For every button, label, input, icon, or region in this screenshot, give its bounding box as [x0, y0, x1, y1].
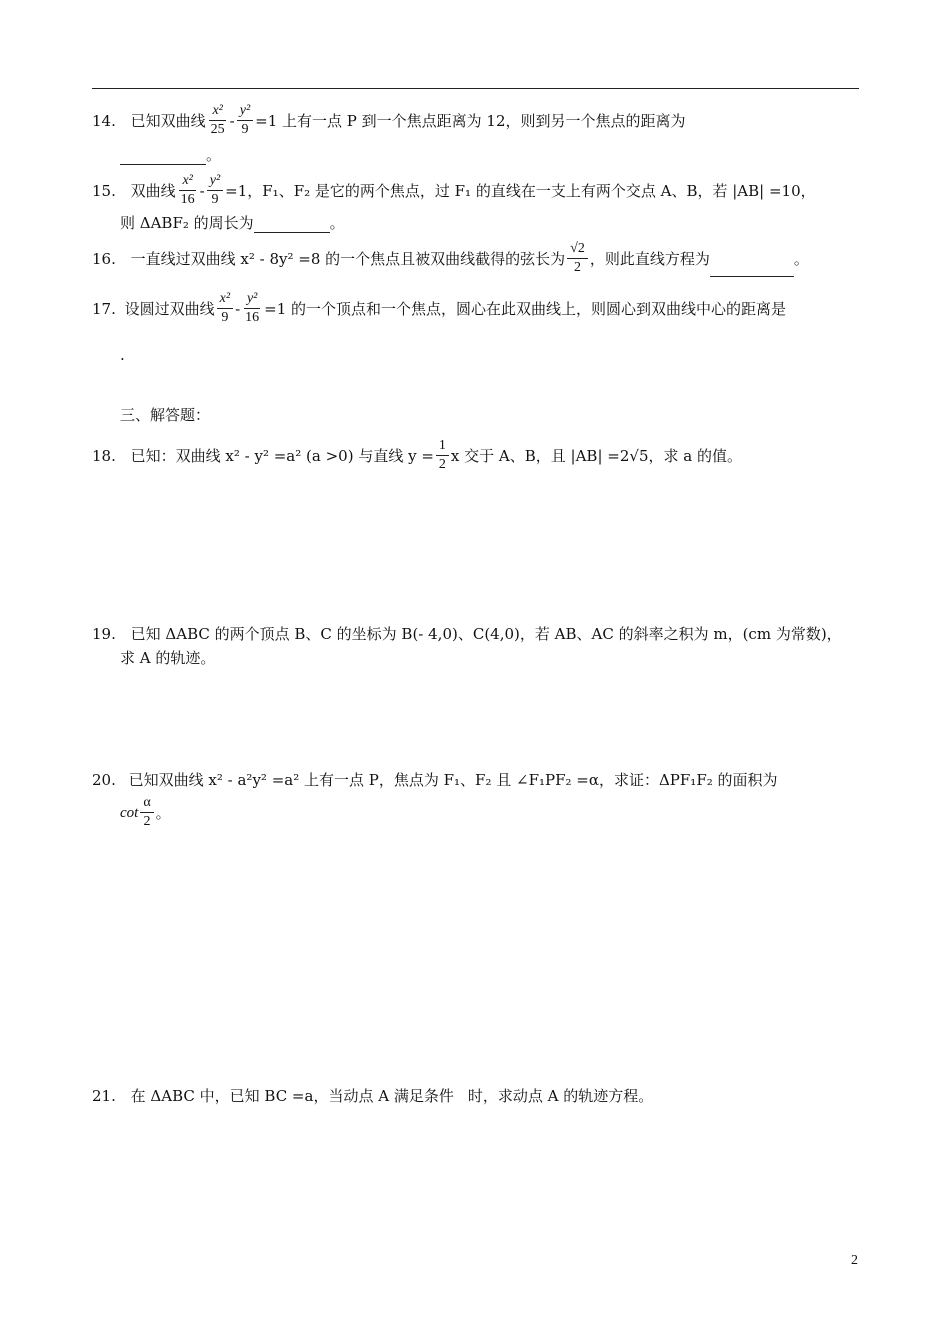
fraction: $\frac{\text{y²}}{9}$	[207, 172, 223, 209]
question-text: 则 ΔABF₂ 的周长为	[120, 214, 254, 232]
question-number: 14.	[92, 111, 116, 130]
question-number: 19.	[92, 625, 116, 643]
fraction: $\frac{1}{2}$	[436, 437, 449, 474]
question-text: =1 上有一点 P 到一个焦点距离为 12，则到另一个焦点的距离为	[255, 111, 686, 130]
fraction: $\frac{\text{x²}}{9}$	[217, 290, 233, 327]
question-15-cont: 则 ΔABF₂ 的周长为 。	[120, 214, 345, 232]
fraction: $\frac{\text{x²}}{16}$	[180, 173, 195, 207]
header-rule	[92, 88, 859, 89]
question-number: 15.	[92, 181, 116, 200]
question-number: 20.	[92, 771, 116, 789]
question-18	[92, 437, 742, 474]
fraction: $\frac{\text{y²}}{9}$	[237, 102, 253, 139]
question-text: x 交于 A、B，且 |AB| =2√5，求 a 的值。	[450, 446, 742, 465]
question-number: 21.	[92, 1087, 116, 1105]
question-17: 17. 设圆过双曲线 $\frac{\text{x²}}{9}$ - $\frac{\text{y²}}{16}$ =1 的一个顶点和一个焦点，圆心在此双曲线上，则圆心到双曲线中心的距离是	[92, 291, 787, 325]
question-text: 已知双曲线 x² - a²y² =a² 上有一点 P，焦点为 F₁、F₂ 且 ∠F₁PF₂ =α，求证：ΔPF₁F₂ 的面积为	[128, 771, 778, 789]
question-text: 时，求动点 A 的轨迹方程。	[467, 1087, 654, 1105]
question-text: =1，F₁、F₂ 是它的两个焦点，过 F₁ 的直线在一支上有两个交点 A、B，若 |AB| =10，	[225, 181, 816, 200]
fraction: $\frac{\alpha}{2}$	[140, 794, 153, 831]
question-20-cont: cot $\frac{\alpha}{2}$ 。	[120, 795, 171, 829]
question-14: 14. 已知双曲线 $\frac{\text{x²}}{25}$ - $\frac{\text{y²}}{9}$ =1 上有一点 P 到一个焦点距离为 12，则到另一个焦点的距离为	[92, 103, 686, 137]
question-19	[92, 624, 842, 644]
question-text: 已知双曲线	[130, 111, 206, 130]
question-text: 已知 ΔABC 的两个顶点 B、C 的坐标为 B(- 4,0)、C(4,0)，若 AB、AC 的斜率之积为 m，(cm 为常数)，	[130, 625, 842, 643]
question-text: ，则此直线方程为	[589, 249, 710, 268]
answer-blank	[710, 260, 794, 277]
question-21	[92, 1086, 653, 1106]
page-number: 2	[851, 1253, 858, 1268]
question-text: 已知：双曲线 x² - y² =a² (a >0) 与直线 y =	[130, 446, 434, 465]
fraction: $\frac{\text{y²}}{16}$	[245, 291, 260, 325]
question-number: 18.	[92, 446, 116, 465]
question-text: =1 的一个顶点和一个焦点，圆心在此双曲线上，则圆心到双曲线中心的距离是	[264, 299, 787, 318]
question-20	[92, 770, 778, 790]
answer-blank	[254, 216, 330, 233]
fraction: $\frac{√2}{2}$	[567, 240, 588, 277]
fraction: $\frac{\text{x²}}{25}$	[210, 103, 225, 137]
question-text: 双曲线	[130, 181, 176, 200]
question-number: 17.	[92, 299, 116, 318]
question-16: 16. 一直线过双曲线 x² - 8y² =8 的一个焦点且被双曲线截得的弦长为 $\frac{√2}{2}$ ，则此直线方程为 。	[92, 241, 809, 275]
question-15: 15. 双曲线 $\frac{\text{x²}}{16}$ - $\frac{\text{y²}}{9}$ =1，F₁、F₂ 是它的两个焦点，过 F₁ 的直线在一支上有两个交点 A、B，若 |AB| =10，	[92, 173, 816, 207]
question-text: 一直线过双曲线 x² - 8y² =8 的一个焦点且被双曲线截得的弦长为	[130, 249, 566, 268]
section-heading: 三、解答题：	[120, 406, 211, 424]
question-text: 在 ΔABC 中，已知 BC =a，当动点 A 满足条件	[130, 1087, 454, 1105]
answer-blank	[120, 148, 206, 165]
question-number: 16.	[92, 249, 116, 268]
formula-cot: cot	[120, 804, 139, 821]
question-text: 设圆过双曲线	[124, 299, 215, 318]
question-17-answer: .	[120, 346, 125, 364]
question-19-cont: 求 A 的轨迹。	[120, 649, 216, 667]
question-14-answer: 。	[120, 145, 221, 165]
